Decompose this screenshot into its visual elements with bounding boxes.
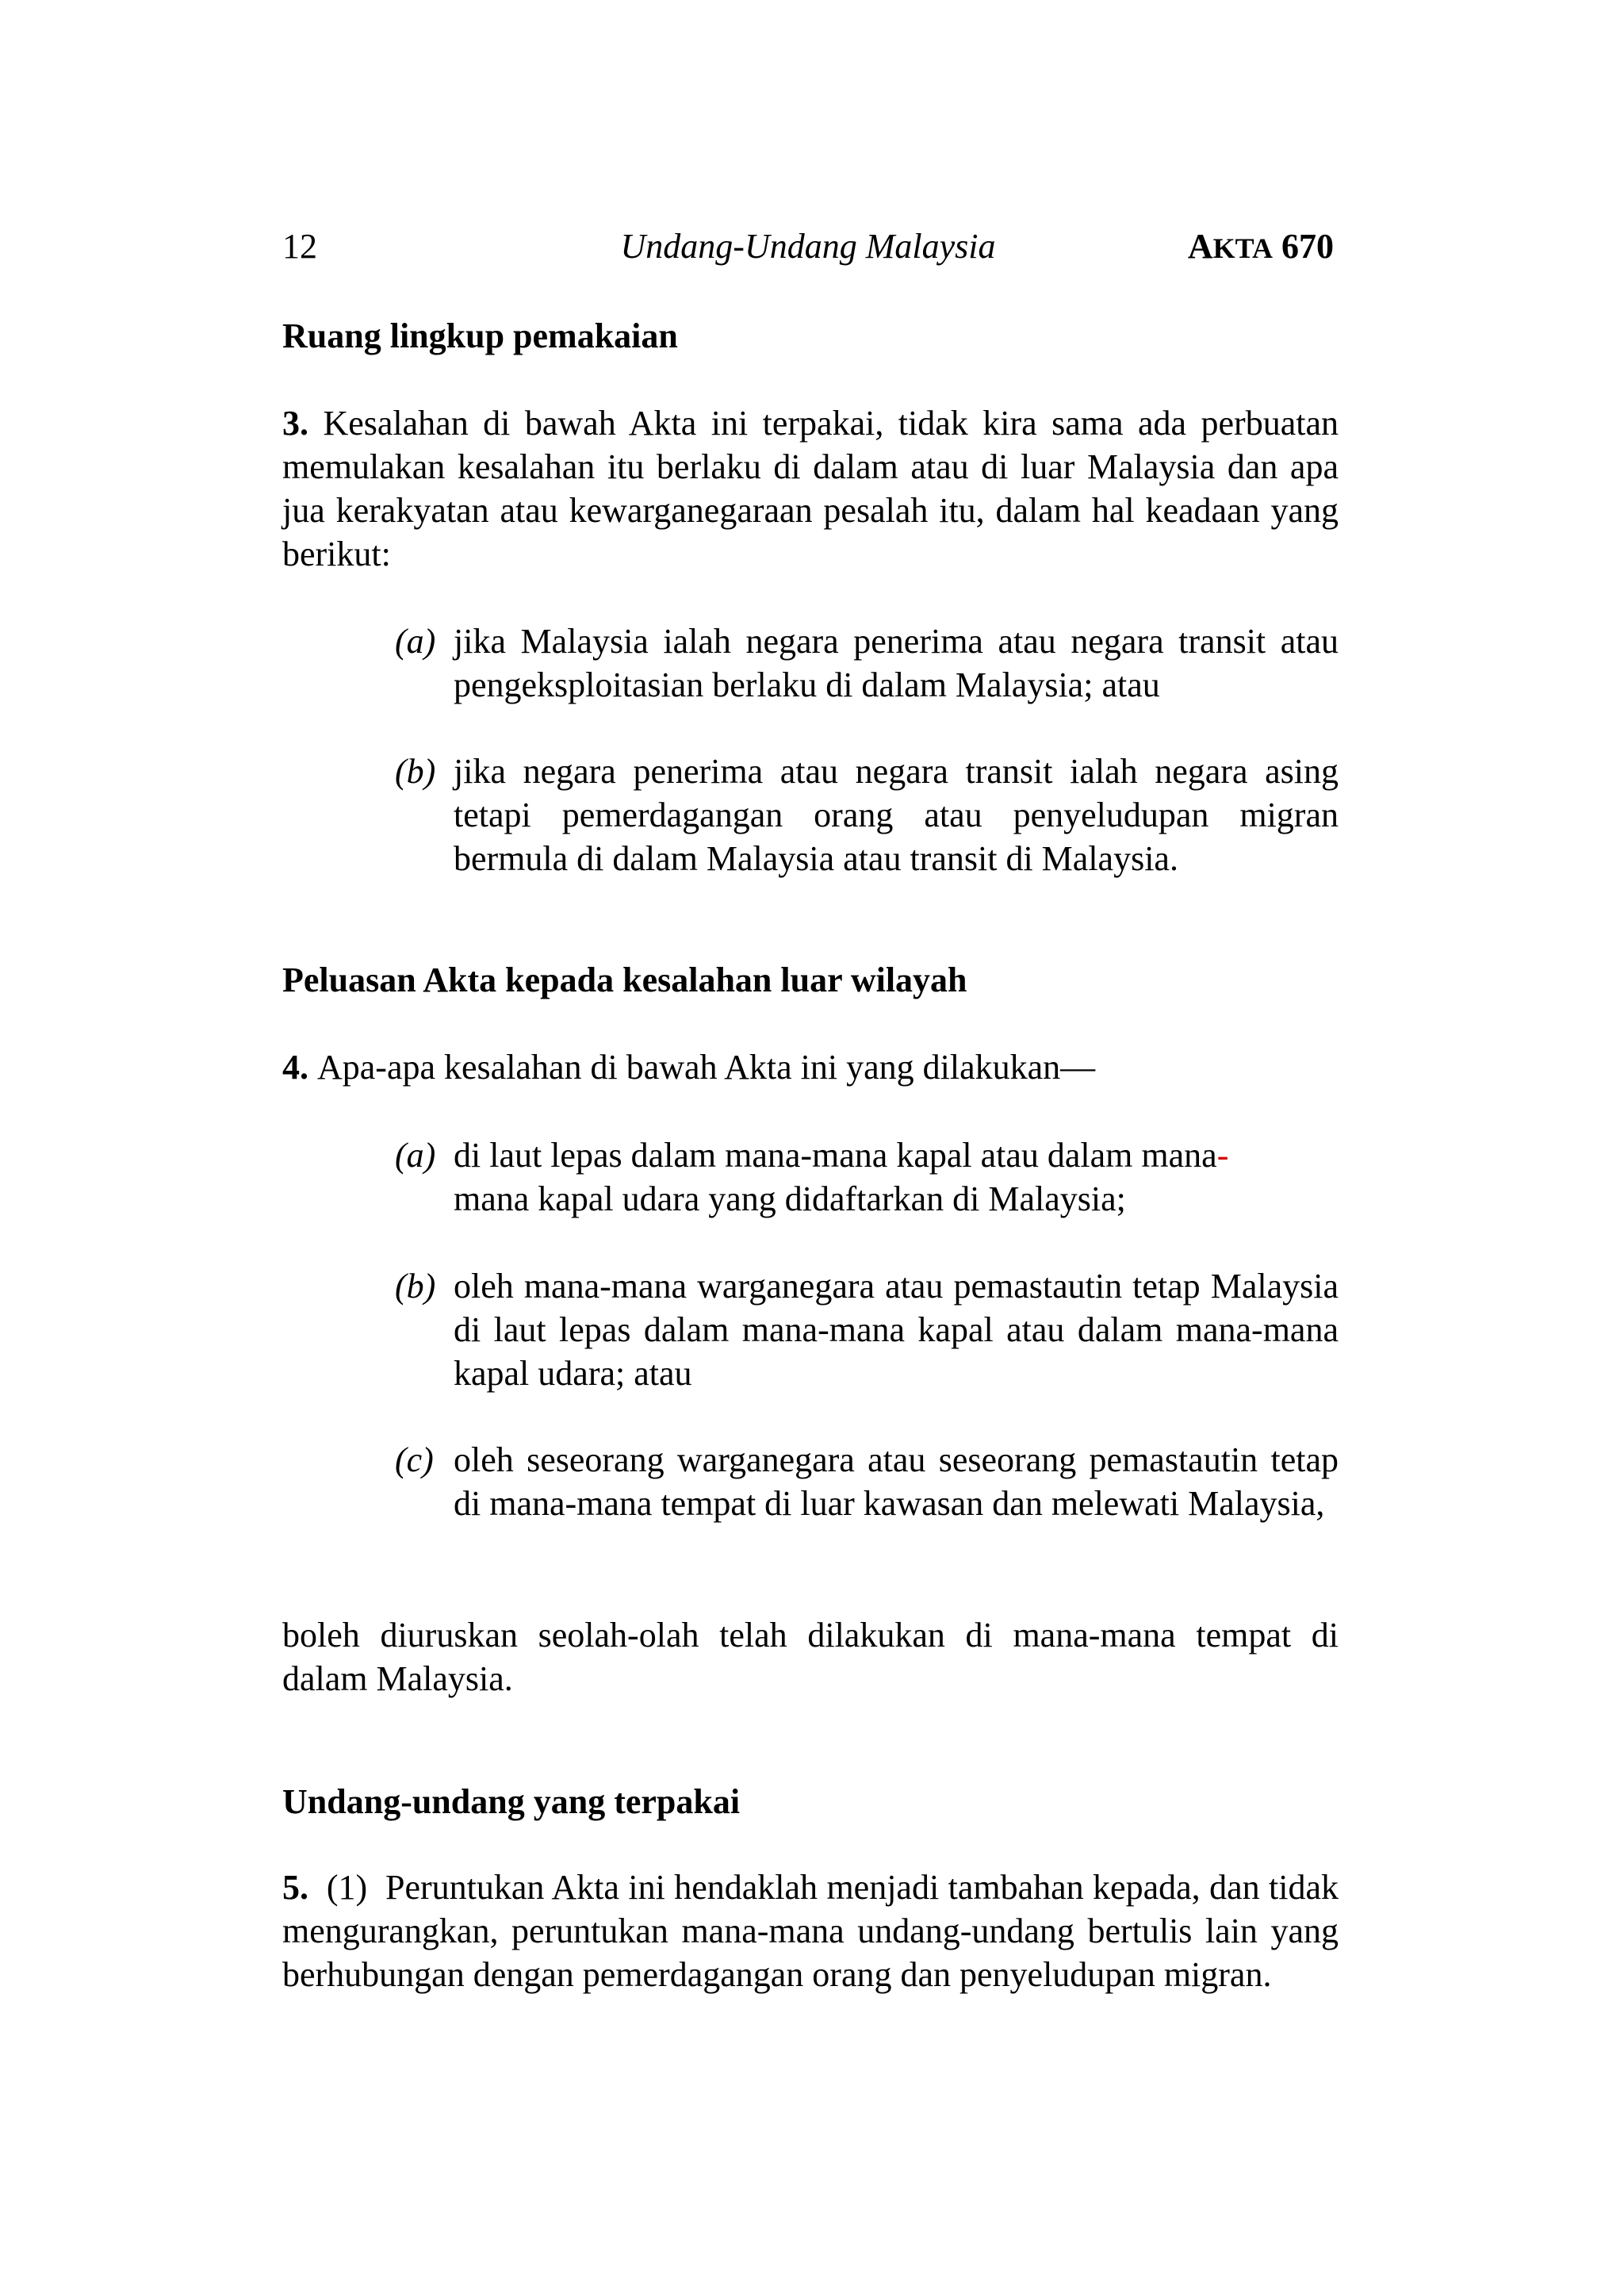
section-3-heading: Ruang lingkup pemakaian	[282, 316, 678, 355]
running-title: Undang-Undang Malaysia	[620, 227, 996, 266]
section-4-text: Apa-apa kesalahan di bawah Akta ini yang dilakukan—	[317, 1048, 1096, 1087]
act-number	[1188, 223, 1334, 272]
section-4-number: 4.	[282, 1048, 308, 1087]
section-5-text: Peruntukan Akta ini hendaklah menjadi tambahan kepada, dan tidak mengurangkan, peruntukan mana-mana undang-undang bertulis lain yang berhubungan dengan pemerdagangan orang dan penyeludupan migran.	[282, 1868, 1339, 1994]
section-4-item-a	[395, 1133, 1339, 1221]
item-text: jika Malaysia ialah negara penerima atau negara transit atau pengeksploitasian berlaku di dalam Malaysia; atau	[454, 622, 1339, 704]
section-4-closing: boleh diuruskan seolah-olah telah dilakukan di mana-mana tempat di dalam Malaysia.	[282, 1616, 1339, 1698]
section-4-item-c	[395, 1438, 1339, 1525]
section-3-number: 3.	[282, 404, 308, 443]
item-text-start: di laut lepas dalam mana-mana kapal atau dalam mana	[454, 1136, 1217, 1175]
act-number-value: 670	[1273, 227, 1334, 266]
section-4-body	[282, 1045, 1339, 1089]
section-3-item-b	[395, 750, 1339, 880]
section-3-body	[282, 401, 1339, 576]
item-label: (c)	[395, 1440, 434, 1479]
page-number: 12	[282, 227, 317, 266]
item-label: (b)	[395, 1267, 436, 1306]
item-label: (a)	[395, 622, 436, 661]
section-5-subsection: (1)	[326, 1868, 368, 1907]
section-4-heading: Peluasan Akta kepada kesalahan luar wilayah	[282, 961, 967, 999]
running-header	[282, 223, 1334, 270]
section-3-item-a	[395, 619, 1339, 707]
item-text: jika negara penerima atau negara transit ialah negara asing tetapi pemerdagangan orang atau penyeludupan migran bermula di dalam Malaysia atau transit di Malaysia.	[454, 752, 1339, 878]
item-text-end: mana kapal udara yang didaftarkan di Malaysia;	[454, 1179, 1126, 1218]
act-prefix: A	[1187, 227, 1213, 266]
item-text: oleh seseorang warganegara atau seseorang pemastautin tetap di mana-mana tempat di luar kawasan dan melewati Malaysia,	[454, 1440, 1339, 1523]
section-5-number: 5.	[282, 1868, 308, 1907]
item-label: (b)	[395, 752, 436, 791]
line-break-hyphen: -	[1216, 1136, 1229, 1175]
item-label: (a)	[395, 1136, 436, 1175]
section-3-text: Kesalahan di bawah Akta ini terpakai, tidak kira sama ada perbuatan memulakan kesalahan itu berlaku di dalam atau di luar Malaysia dan apa jua kerakyatan atau kewarganegaraan pesalah itu, dalam hal keadaan yang berikut:	[282, 404, 1339, 573]
section-5-body	[282, 1865, 1339, 1996]
section-4-item-b	[395, 1264, 1339, 1395]
item-text: oleh mana-mana warganegara atau pemastautin tetap Malaysia di laut lepas dalam mana-mana kapal atau dalam mana-mana kapal udara; atau	[454, 1267, 1339, 1393]
section-5-heading: Undang-undang yang terpakai	[282, 1782, 741, 1821]
item-text	[454, 1133, 1339, 1221]
act-prefix-smallcaps: KTA	[1212, 232, 1273, 264]
